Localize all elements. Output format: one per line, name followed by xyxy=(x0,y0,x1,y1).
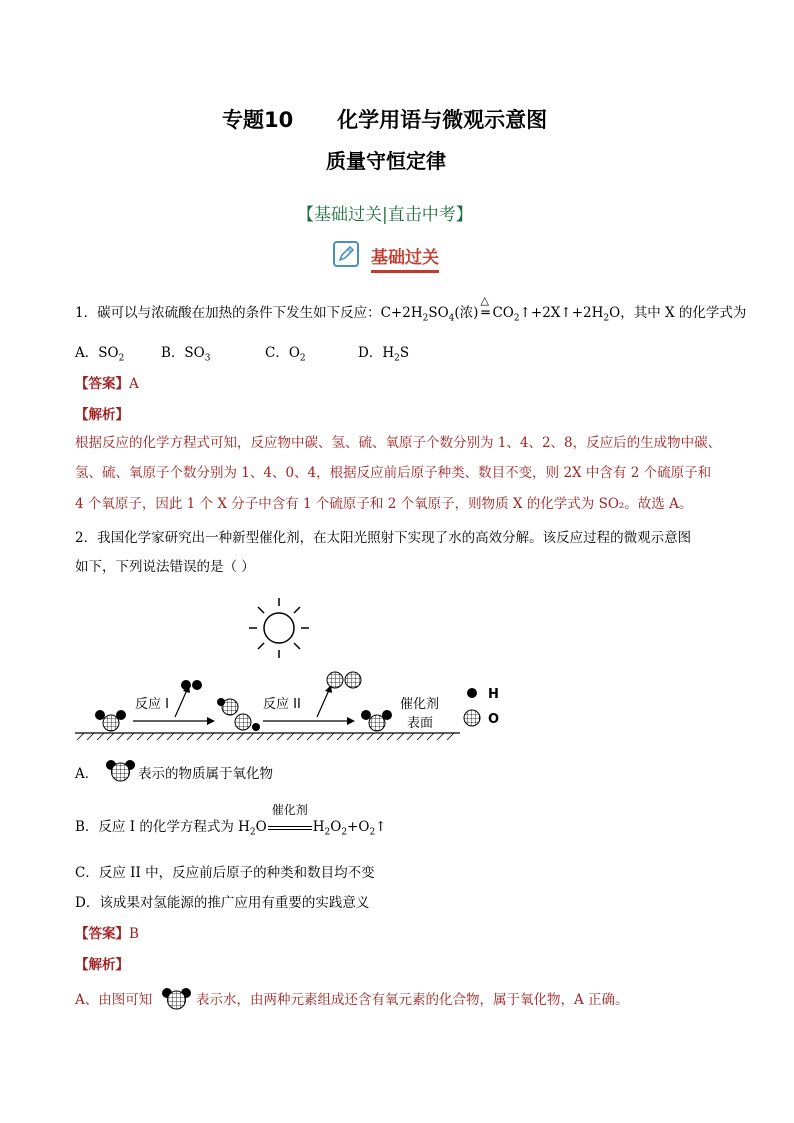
hydrogen-molecule-icon xyxy=(181,680,202,690)
q2-stem-line-1: 2．我国化学家研究出一种新型催化剂，在太阳光照射下实现了水的高效分解。该反应过程的微观示意图 xyxy=(75,530,692,546)
svg-text:O: O xyxy=(488,712,500,727)
q2-answer: 【答案】B xyxy=(75,926,139,942)
q1-analysis-line-2: 氢、硫、氧原子个数分别为 1、4、0、4，根据反应前后原子种类、数目不变，则 2X 中含有 2 个硫原子和 xyxy=(75,465,712,481)
q1-stem: 1．碳可以与浓硫酸在加热的条件下发生如下反应：$C+2H_2SO_4$(浓) △ ═ $CO_2↑+2X↑+2H_2O$，其中 X 的化学式为 xyxy=(75,294,747,324)
q1-analysis-tag: 【解析】 xyxy=(75,407,129,423)
q1-analysis-line-3: 4 个氧原子，因此 1 个 X 分子中含有 1 个硫原子和 2 个氧原子，则物质 X 的化学式为 SO₂。故选 A。 xyxy=(75,496,693,512)
q2-option-b: B．反应 I 的化学方程式为 $H_2O$ 催化剂 $H_2O_2+O_2↑$ xyxy=(75,803,387,838)
oxygen-molecule-icon xyxy=(327,672,361,688)
q1-option-d: D．$H_2S$ xyxy=(358,345,410,364)
water-molecule-icon xyxy=(160,985,192,1015)
svg-text:反应 II: 反应 II xyxy=(263,697,301,712)
badge-label: 基础过关 xyxy=(371,243,439,273)
q2-option-a: 表示的物质属于氧化物 xyxy=(138,766,273,782)
q2-option-a-label: A． xyxy=(75,766,99,782)
q2-stem-line-2: 如下，下列说法错误的是（ ） xyxy=(75,559,255,575)
q1-answer: 【答案】A xyxy=(75,376,139,392)
pencil-icon xyxy=(333,241,359,267)
svg-text:反应 I: 反应 I xyxy=(135,697,169,712)
reaction-diagram xyxy=(75,590,515,750)
q1-option-b: B．$SO_3$ xyxy=(161,345,211,364)
q1-analysis-line-1: 根据反应的化学方程式可知，反应物中碳、氢、硫、氧原子个数分别为 1、4、2、8，反应后的生成物中碳、 xyxy=(75,435,722,451)
svg-text:催化剂: 催化剂 xyxy=(400,697,440,712)
water-molecule-icon xyxy=(361,710,392,731)
page-title: 专题10 化学用语与微观示意图 xyxy=(222,108,548,132)
svg-text:H: H xyxy=(488,687,499,702)
q2-option-c: C．反应 II 中，反应前后原子的种类和数目均不变 xyxy=(75,865,375,881)
q2-analysis-post: 表示水，由两种元素组成还含有氧元素的化合物，属于氧化物，A 正确。 xyxy=(196,992,629,1008)
sun-icon xyxy=(249,598,309,658)
water-molecule-icon xyxy=(95,710,126,731)
q1-option-c: C．$O_2$ xyxy=(265,345,306,364)
q2-analysis-tag: 【解析】 xyxy=(75,957,129,973)
q2-analysis-pre: A、由图可知 xyxy=(75,992,153,1008)
svg-text:表面: 表面 xyxy=(407,716,434,731)
q1-option-a: A．$SO_2$ xyxy=(75,345,125,364)
water-molecule-icon xyxy=(104,757,136,787)
page-subtitle: 质量守恒定律 xyxy=(326,149,446,173)
q2-option-d: D．该成果对氢能源的推广应用有重要的实践意义 xyxy=(75,895,370,911)
peroxide-molecule-icon xyxy=(217,698,260,731)
section-heading: 【基础过关|直击中考】 xyxy=(297,205,473,225)
